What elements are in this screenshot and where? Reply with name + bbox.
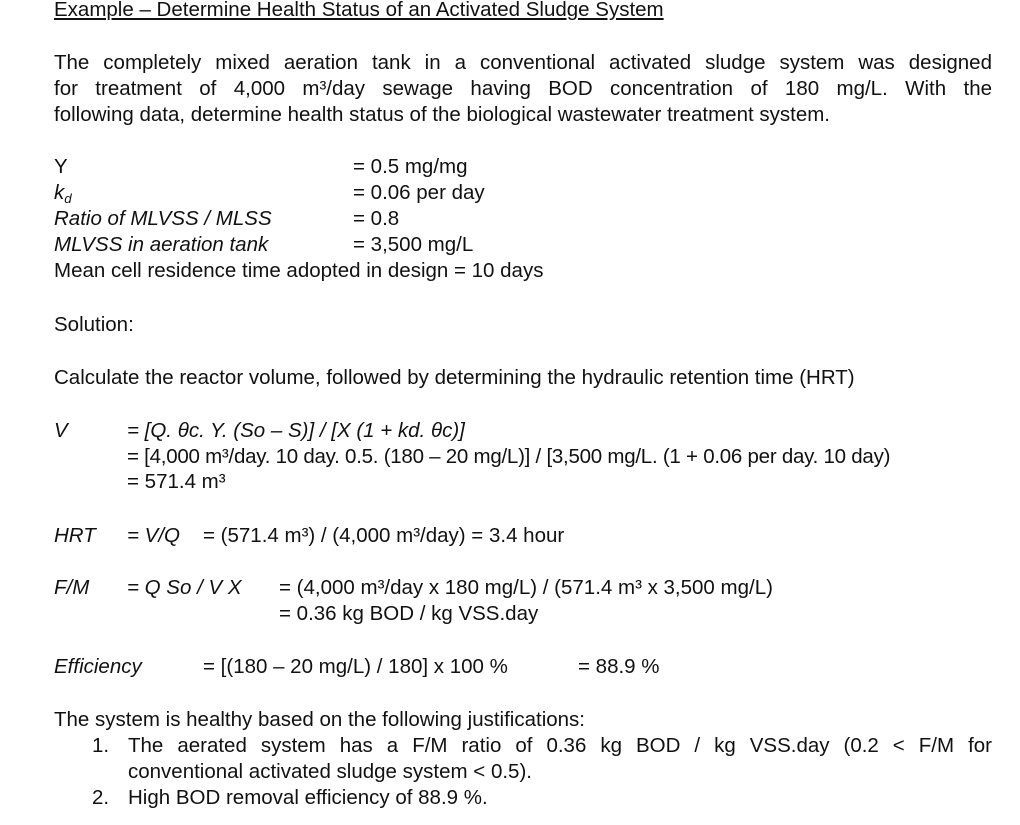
given-mlvss-value: = 3,500 mg/L (353, 233, 474, 256)
volume-label: V (54, 419, 68, 442)
conclusion-item-1-line-2: conventional activated sludge system < 0.5). (128, 760, 532, 783)
efficiency-calc: = [(180 – 20 mg/L) / 180] x 100 % (203, 655, 508, 678)
given-kd-value: = 0.06 per day (353, 181, 485, 204)
given-mcrt: Mean cell residence time adopted in design = 10 days (54, 259, 544, 282)
hrt-formula: = V/Q (127, 524, 180, 547)
intro-line-3: following data, determine health status of the biological wastewater treatment system. (54, 103, 830, 126)
efficiency-label: Efficiency (54, 655, 142, 678)
intro-line-1: The completely mixed aeration tank in a conventional activated sludge system was designed (54, 51, 992, 74)
volume-formula: = [Q. θc. Y. (So – S)] / [X (1 + kd. θc)] (127, 419, 465, 442)
given-kd-label: $k_d$ (54, 181, 72, 206)
intro-line-2: for treatment of 4,000 m³/day sewage having BOD concentration of 180 mg/L. With the (54, 77, 992, 100)
volume-result: = 571.4 m³ (127, 470, 226, 493)
page-title: Example – Determine Health Status of an Activated Sludge System (54, 0, 664, 21)
fm-calc: = (4,000 m³/day x 180 mg/L) / (571.4 m³ x 3,500 mg/L) (279, 576, 773, 599)
conclusion-item-1-number: 1. (92, 734, 110, 757)
solution-heading: Solution: (54, 313, 134, 336)
given-ratio-label: Ratio of MLVSS / MLSS (54, 207, 272, 230)
hrt-label: HRT (54, 524, 96, 547)
conclusion-item-2-number: 2. (92, 786, 110, 809)
fm-formula: = Q So / V X (127, 576, 242, 599)
fm-label: F/M (54, 576, 90, 599)
fm-result: = 0.36 kg BOD / kg VSS.day (279, 602, 539, 625)
conclusion-item-1-line-1: The aerated system has a F/M ratio of 0.36 kg BOD / kg VSS.day (0.2 < F/M for (128, 734, 992, 757)
given-ratio-value: = 0.8 (353, 207, 400, 230)
given-y-label: Y (54, 155, 68, 178)
given-mlvss-label: MLVSS in aeration tank (54, 233, 269, 256)
step-text: Calculate the reactor volume, followed by determining the hydraulic retention time (HRT) (54, 366, 855, 389)
given-y-value: = 0.5 mg/mg (353, 155, 468, 178)
conclusion-intro: The system is healthy based on the following justifications: (54, 708, 585, 731)
volume-substitution: = [4,000 m³/day. 10 day. 0.5. (180 – 20 mg/L)] / [3,500 mg/L. (1 + 0.06 per day. 10 day) (127, 445, 891, 468)
conclusion-item-2-line-1: High BOD removal efficiency of 88.9 %. (128, 786, 488, 809)
hrt-calc: = (571.4 m³) / (4,000 m³/day) = 3.4 hour (203, 524, 565, 547)
efficiency-result: = 88.9 % (578, 655, 660, 678)
